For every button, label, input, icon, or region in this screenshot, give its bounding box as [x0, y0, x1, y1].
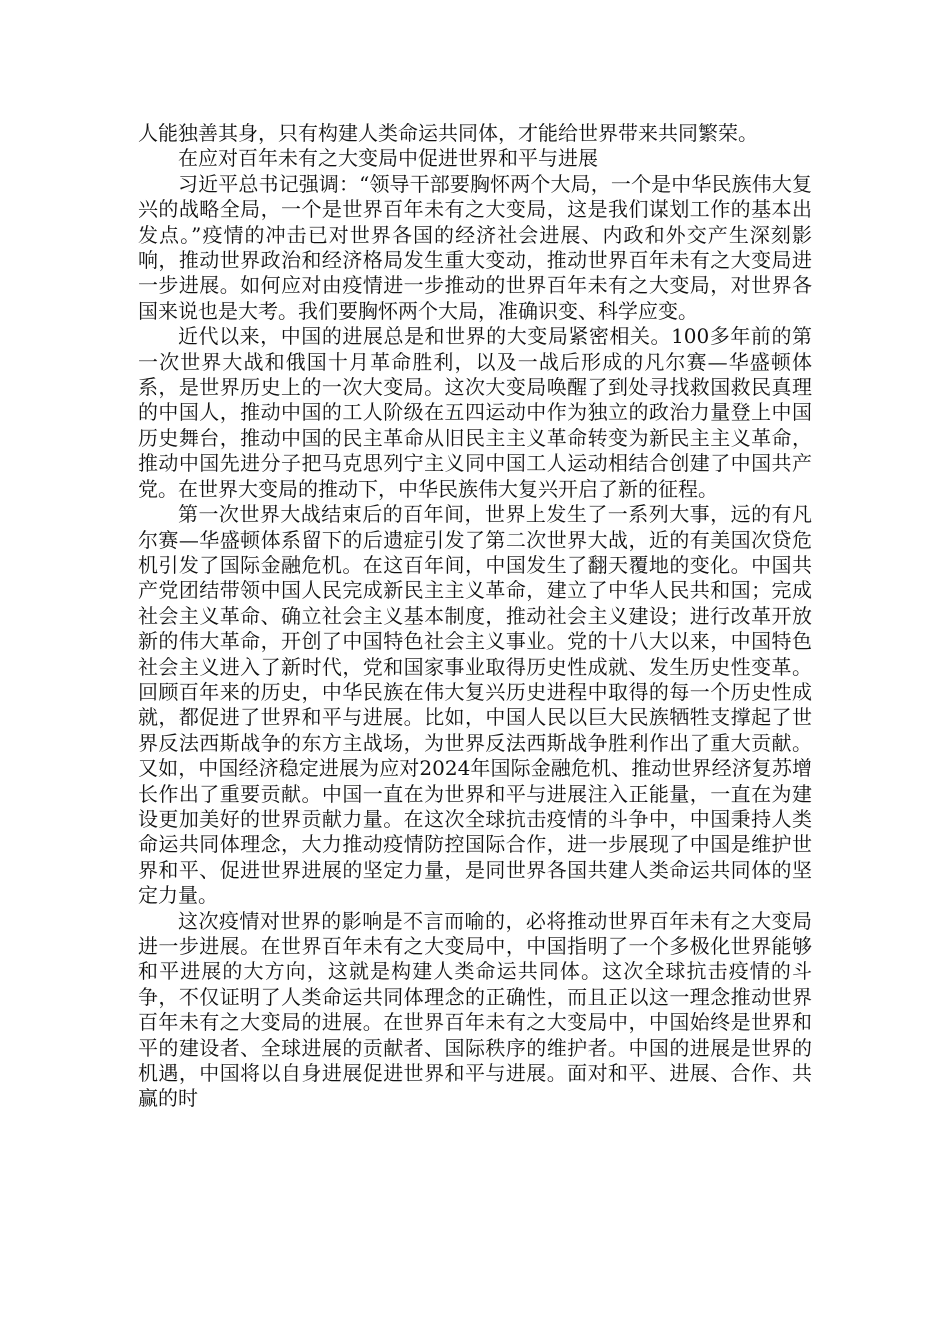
paragraph: 近代以来，中国的进展总是和世界的大变局紧密相关。100多年前的第一次世界大战和俄国十月革命胜利，以及一战后形成的凡尔赛—华盛顿体系，是世界历史上的一次大变局。这次大变局唤醒了到处寻找救国救民真理的中国人，推动中国的工人阶级在五四运动中作为独立的政治力量登上中国历史舞台，推动中国的民主革命从旧民主主义革命转变为新民主主义革命，推动中国先进分子把马克思列宁主义同中国工人运动相结合创建了中国共产党。在世界大变局的推动下，中华民族伟大复兴开启了新的征程。	[138, 324, 812, 501]
paragraph: 习近平总书记强调：“领导干部要胸怀两个大局，一个是中华民族伟大复兴的战略全局，一个是世界百年未有之大变局，这是我们谋划工作的基本出发点。”疫情的冲击已对世界各国的经济社会进展、内政和外交产生深刻影响，推动世界政治和经济格局发生重大变动，推动世界百年未有之大变局进一步进展。如何应对由疫情进一步推动的世界百年未有之大变局，对世界各国来说也是大考。我们要胸怀两个大局，准确识变、科学应变。	[138, 171, 812, 323]
paragraph: 这次疫情对世界的影响是不言而喻的，必将推动世界百年未有之大变局进一步进展。在世界百年未有之大变局中，中国指明了一个多极化世界能够和平进展的大方向，这就是构建人类命运共同体。这次全球抗击疫情的斗争，不仅证明了人类命运共同体理念的正确性，而且正以这一理念推动世界百年未有之大变局的进展。在世界百年未有之大变局中，中国始终是世界和平的建设者、全球进展的贡献者、国际秩序的维护者。中国的进展是世界的机遇，中国将以自身进展促进世界和平与进展。面对和平、进展、合作、共赢的时	[138, 908, 812, 1111]
document-body	[138, 121, 812, 1112]
paragraph-continuation: 人能独善其身，只有构建人类命运共同体，才能给世界带来共同繁荣。	[138, 121, 758, 145]
section-heading: 在应对百年未有之大变局中促进世界和平与进展	[178, 146, 598, 171]
paragraph: 第一次世界大战结束后的百年间，世界上发生了一系列大事，远的有凡尔赛—华盛顿体系留下的后遗症引发了第二次世界大战，近的有美国次贷危机引发了国际金融危机。在这百年间，中国发生了翻天覆地的变化。中国共产党团结带领中国人民完成新民主主义革命，建立了中华人民共和国；完成社会主义革命、确立社会主义基本制度，推动社会主义建设；进行改革开放新的伟大革命，开创了中国特色社会主义事业。党的十八大以来，中国特色社会主义进入了新时代，党和国家事业取得历史性成就、发生历史性变革。回顾百年来的历史，中华民族在伟大复兴历史进程中取得的每一个历史性成就，都促进了世界和平与进展。比如，中国人民以巨大民族牺牲支撑起了世界反法西斯战争的东方主战场，为世界反法西斯战争胜利作出了重大贡献。又如，中国经济稳定进展为应对2024年国际金融危机、推动世界经济复苏增长作出了重要贡献。中国一直在为世界和平与进展注入正能量，一直在为建设更加美好的世界贡献力量。在这次全球抗击疫情的斗争中，中国秉持人类命运共同体理念，大力推动疫情防控国际合作，进一步展现了中国是维护世界和平、促进世界进展的坚定力量，是同世界各国共建人类命运共同体的坚定力量。	[138, 502, 812, 908]
